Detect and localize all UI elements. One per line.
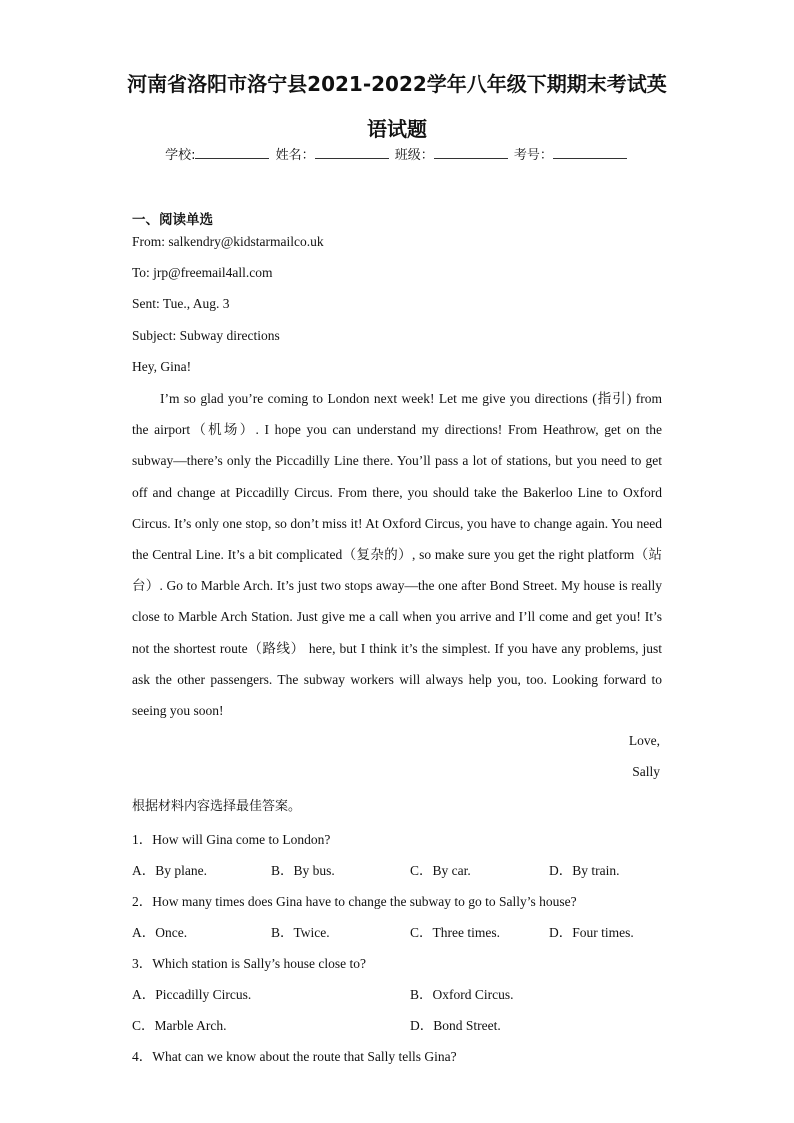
- question-3: 3．Which station is Sally’s house close to?: [132, 956, 366, 971]
- q2-option-a: A．Once.: [132, 925, 188, 940]
- email-greeting: Hey, Gina!: [132, 359, 192, 374]
- q1-option-a: A．By plane.: [132, 863, 207, 878]
- q3-option-d: D．Bond Street.: [410, 1018, 501, 1033]
- number-label: 考号：: [513, 148, 553, 163]
- email-to: To: jrp@freemail4all.com: [132, 265, 273, 280]
- email-signature: Sally: [632, 764, 660, 779]
- q3-option-c: C．Marble Arch.: [132, 1018, 227, 1033]
- email-subject: Subject: Subway directions: [132, 328, 280, 343]
- email-closing: Love,: [628, 733, 660, 748]
- school-blank: [195, 146, 269, 159]
- question-4: 4．What can we know about the route that Sally tells Gina?: [132, 1049, 457, 1064]
- q3-option-b: B．Oxford Circus.: [410, 987, 514, 1002]
- student-info-fields: [0, 144, 794, 163]
- email-sent: Sent: Tue., Aug. 3: [132, 296, 230, 311]
- q1-option-b: B．By bus.: [271, 863, 335, 878]
- section-title: 一、阅读单选: [132, 212, 213, 228]
- name-label: 姓名：: [275, 148, 315, 163]
- q1-option-c: C．By car.: [410, 863, 471, 878]
- instruction: 根据材料内容选择最佳答案。: [132, 799, 302, 814]
- q2-option-b: B．Twice.: [271, 925, 330, 940]
- class-blank: [434, 146, 508, 159]
- page-title-line-1: 河南省洛阳市洛宁县2021-2022学年八年级下期期末考试英: [127, 72, 667, 96]
- q3-option-a: A．Piccadilly Circus.: [132, 987, 252, 1002]
- q2-option-d: D．Four times.: [549, 925, 634, 940]
- page-title-line-2: 语试题: [367, 117, 427, 141]
- q2-option-c: C．Three times.: [410, 925, 500, 940]
- question-2: 2．How many times does Gina have to change the subway to go to Sally’s house?: [132, 894, 577, 909]
- school-label: 学校:: [165, 148, 196, 163]
- name-blank: [315, 146, 389, 159]
- q1-option-d: D．By train.: [549, 863, 620, 878]
- class-label: 班级：: [394, 148, 434, 163]
- number-blank: [553, 146, 627, 159]
- question-1: 1．How will Gina come to London?: [132, 832, 331, 847]
- email-from: From: salkendry@kidstarmailco.uk: [132, 234, 324, 249]
- email-body-text: I’m so glad you’re coming to London next week! Let me give you directions (指引) from the airport（机场）. I hope you can understand my directions! From Heathrow, get on the subway—there’s only the Piccadilly Line there. You’ll pass a lot of stations, but you need to get off and change at Piccadilly Circus. From there, you should take the Bakerloo Line to Oxford Circus. It’s only one stop, so don’t miss it! At Oxford Circus, you have to change again. You need the Central Line. It’s a bit complicated（复杂的）, so make sure you get the right platform（站台）. Go to Marble Arch. It’s just two stops away—the one after Bond Street. My house is really close to Marble Arch Station. Just give me a call when you arrive and I’ll come and get you! It’s not the shortest route（路线） here, but I think it’s the simplest. If you have any problems, just ask the other passengers. The subway workers will always help you, too. Looking forward to seeing you soon!: [132, 391, 662, 719]
- email-body: [132, 383, 662, 726]
